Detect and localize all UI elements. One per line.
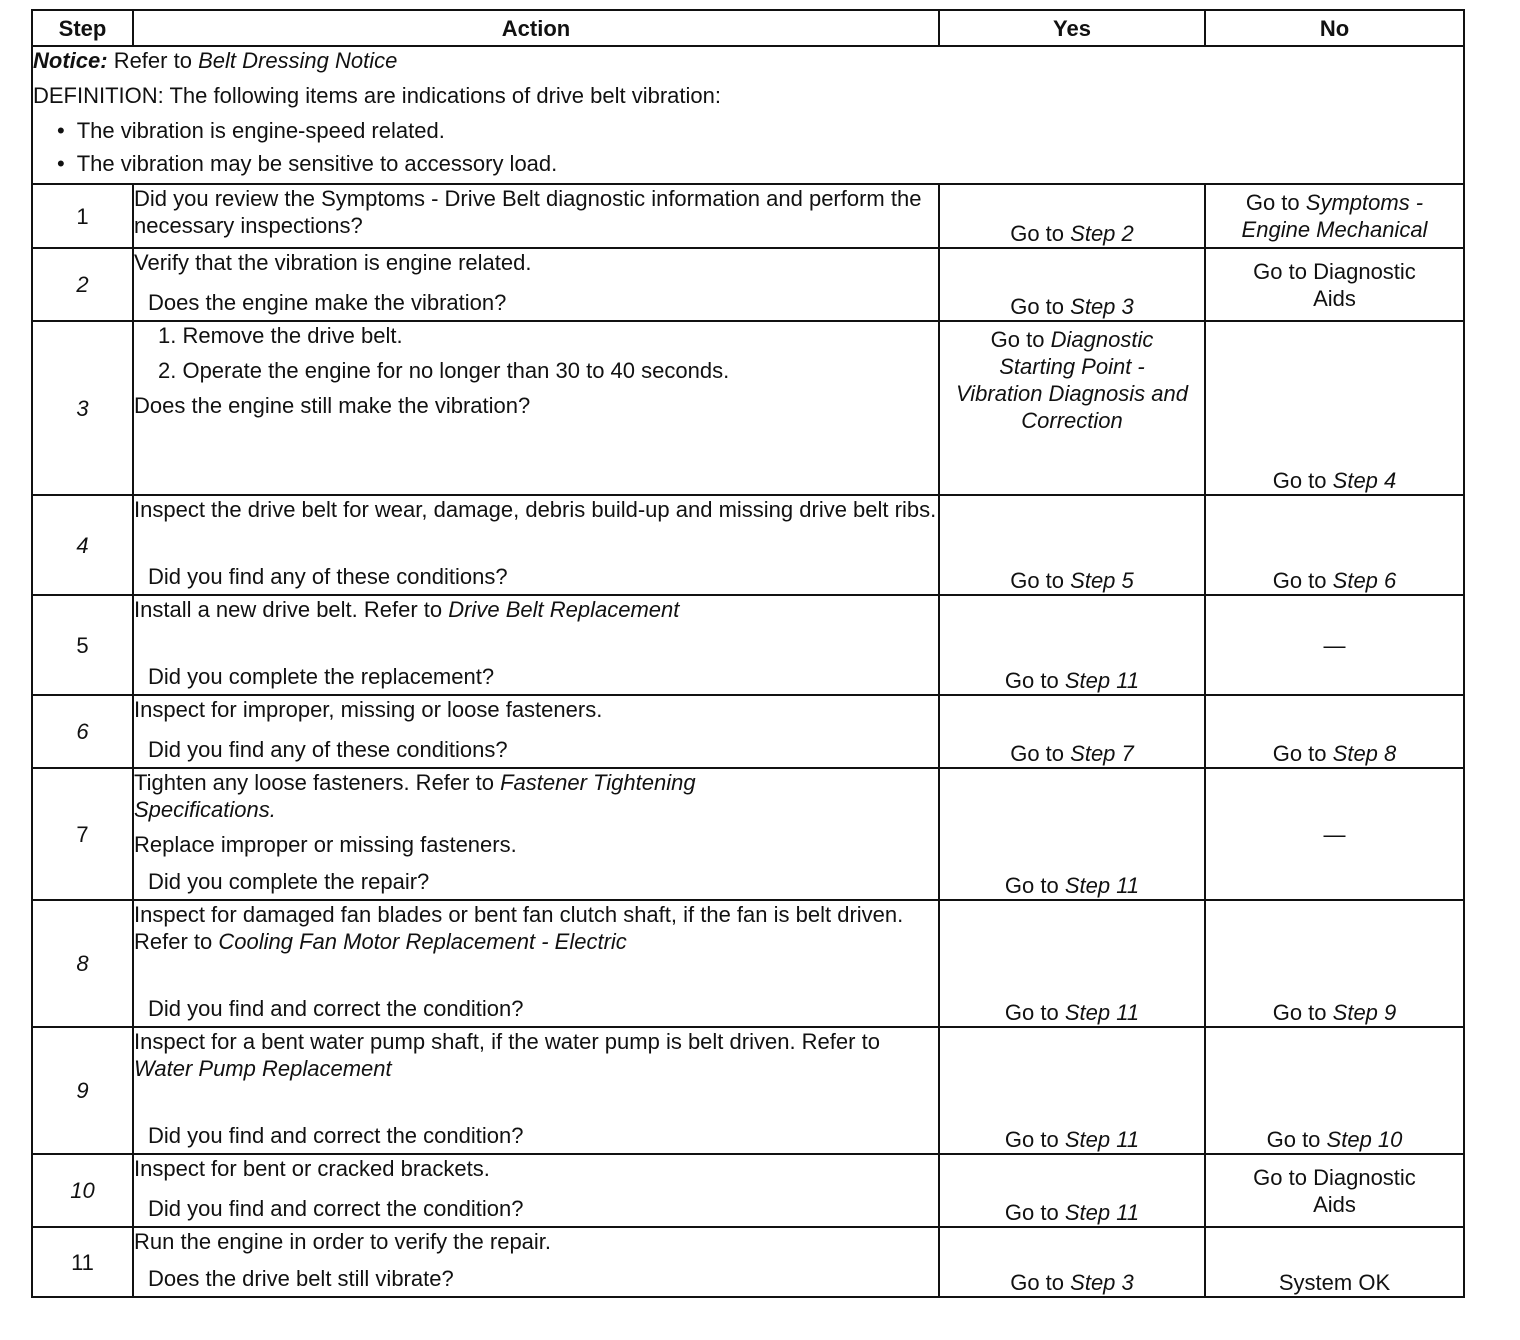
header-yes: Yes bbox=[939, 10, 1205, 46]
action-text: Did you review the Symptoms - Drive Belt diagnostic information and perform the necessary inspections? bbox=[134, 186, 922, 238]
notice-line bbox=[33, 47, 1463, 74]
yes-prefix: Go to bbox=[1010, 741, 1065, 766]
yes-prefix: Go to bbox=[1010, 294, 1065, 319]
yes-ref: Step 11 bbox=[1064, 1200, 1140, 1225]
action-text: Inspect for improper, missing or loose fasteners. bbox=[134, 697, 603, 722]
header-action: Action bbox=[133, 10, 939, 46]
no-prefix: Go to bbox=[1272, 741, 1327, 766]
action-cell bbox=[133, 900, 939, 1027]
yes-prefix: Go to bbox=[1010, 568, 1065, 593]
no-cell bbox=[1205, 248, 1464, 321]
action-ref: Cooling Fan Motor Replacement - Electric bbox=[218, 929, 627, 954]
no-text: Go to Diagnostic Aids bbox=[1253, 258, 1416, 311]
action-cell bbox=[133, 695, 939, 768]
yes-cell bbox=[939, 1227, 1205, 1297]
header-row bbox=[32, 10, 1464, 46]
no-text: — bbox=[1323, 632, 1346, 658]
table-row bbox=[32, 768, 1464, 900]
no-ref: Step 8 bbox=[1332, 741, 1397, 766]
action-text-body: Inspect for a bent water pump shaft, if the water pump is belt driven. Refer to bbox=[134, 1029, 880, 1054]
action-text-body: Inspect for damaged fan blades or bent fan clutch shaft, if the fan is belt driven. Refer to bbox=[134, 902, 904, 954]
yes-cell bbox=[939, 321, 1205, 495]
action-question: Did you find and correct the condition? bbox=[148, 1123, 524, 1148]
no-cell bbox=[1205, 321, 1464, 495]
yes-cell bbox=[939, 595, 1205, 695]
action-text-body: Tighten any loose fasteners. Refer to bbox=[134, 770, 494, 795]
yes-prefix: Go to bbox=[1004, 1127, 1059, 1152]
no-cell bbox=[1205, 184, 1464, 248]
action-ref: Fastener Tightening Specifications. bbox=[134, 770, 696, 822]
step-number: 8 bbox=[32, 900, 133, 1027]
yes-cell bbox=[939, 768, 1205, 900]
action-cell bbox=[133, 595, 939, 695]
yes-cell bbox=[939, 695, 1205, 768]
action-cell bbox=[133, 495, 939, 595]
no-cell bbox=[1205, 1227, 1464, 1297]
action-ref: Drive Belt Replacement bbox=[448, 597, 680, 622]
yes-cell bbox=[939, 495, 1205, 595]
notice-label: Notice: bbox=[33, 48, 108, 73]
yes-prefix: Go to bbox=[1010, 1270, 1065, 1295]
step-number: 11 bbox=[32, 1227, 133, 1297]
action-question: Did you find any of these conditions? bbox=[148, 737, 508, 762]
action-step: 2. Operate the engine for no longer than 30 to 40 seconds. bbox=[158, 358, 730, 383]
step-number: 4 bbox=[32, 495, 133, 595]
step-number: 9 bbox=[32, 1027, 133, 1154]
table-row bbox=[32, 695, 1464, 768]
table-row bbox=[32, 495, 1464, 595]
action-step: 1. Remove the drive belt. bbox=[158, 323, 403, 348]
table-row bbox=[32, 1227, 1464, 1297]
no-prefix: Go to bbox=[1266, 1127, 1321, 1152]
definition-list bbox=[33, 117, 1463, 177]
action-question: Did you find and correct the condition? bbox=[148, 1196, 524, 1221]
yes-cell bbox=[939, 1027, 1205, 1154]
no-prefix: Go to bbox=[1272, 1000, 1327, 1025]
action-steps bbox=[134, 322, 938, 384]
no-ref: Step 10 bbox=[1326, 1127, 1403, 1152]
definition-text: DEFINITION: The following items are indications of drive belt vibration: bbox=[33, 83, 721, 108]
table-row bbox=[32, 184, 1464, 248]
yes-prefix: Go to bbox=[990, 327, 1045, 352]
action-text bbox=[134, 901, 938, 955]
no-text: Go to Diagnostic Aids bbox=[1253, 1164, 1416, 1217]
yes-cell bbox=[939, 248, 1205, 321]
no-cell bbox=[1205, 595, 1464, 695]
no-cell bbox=[1205, 1027, 1464, 1154]
action-ref: Water Pump Replacement bbox=[134, 1056, 392, 1081]
step-number: 7 bbox=[32, 768, 133, 900]
yes-cell bbox=[939, 900, 1205, 1027]
no-ref: Step 9 bbox=[1332, 1000, 1397, 1025]
table-row bbox=[32, 248, 1464, 321]
no-cell bbox=[1205, 900, 1464, 1027]
yes-ref: Step 11 bbox=[1064, 873, 1140, 898]
header-no: No bbox=[1205, 10, 1464, 46]
action-text bbox=[134, 596, 938, 623]
no-ref: Step 6 bbox=[1332, 568, 1397, 593]
action-question: Did you complete the replacement? bbox=[148, 664, 495, 689]
action-text: Inspect the drive belt for wear, damage, debris build-up and missing drive belt ribs. bbox=[134, 497, 937, 522]
action-cell bbox=[133, 768, 939, 900]
notice-text: Refer to bbox=[113, 48, 192, 73]
yes-ref: Step 2 bbox=[1070, 221, 1134, 246]
action-cell bbox=[133, 1027, 939, 1154]
no-ref: Step 4 bbox=[1332, 468, 1397, 493]
action-cell bbox=[133, 248, 939, 321]
yes-ref: Step 7 bbox=[1070, 741, 1134, 766]
yes-cell bbox=[939, 1154, 1205, 1227]
definition-bullet: • The vibration may be sensitive to accessory load. bbox=[57, 150, 1463, 177]
action-text: Run the engine in order to verify the repair. bbox=[134, 1229, 552, 1254]
no-text: System OK bbox=[1278, 1270, 1391, 1295]
no-cell bbox=[1205, 768, 1464, 900]
yes-prefix: Go to bbox=[1004, 873, 1059, 898]
action-question: Did you find and correct the condition? bbox=[148, 996, 524, 1021]
notice-row bbox=[32, 46, 1464, 184]
notice-cell bbox=[32, 46, 1464, 184]
table-row bbox=[32, 900, 1464, 1027]
action-question: Did you find any of these conditions? bbox=[148, 564, 508, 589]
step-number: 10 bbox=[32, 1154, 133, 1227]
table-row bbox=[32, 1154, 1464, 1227]
header-step: Step bbox=[32, 10, 133, 46]
action-question: Did you complete the repair? bbox=[148, 869, 430, 894]
action-question: Does the drive belt still vibrate? bbox=[148, 1266, 454, 1291]
action-cell bbox=[133, 321, 939, 495]
action-cell bbox=[133, 1227, 939, 1297]
no-cell bbox=[1205, 695, 1464, 768]
action-text bbox=[134, 1028, 938, 1082]
yes-ref: Step 3 bbox=[1070, 1270, 1134, 1295]
yes-cell bbox=[939, 184, 1205, 248]
diagnostic-table bbox=[31, 9, 1465, 1298]
yes-prefix: Go to bbox=[1004, 1000, 1059, 1025]
yes-prefix: Go to bbox=[1004, 1200, 1059, 1225]
action-text: Verify that the vibration is engine related. bbox=[134, 250, 532, 275]
yes-ref: Step 3 bbox=[1070, 294, 1134, 319]
no-prefix: Go to bbox=[1272, 568, 1327, 593]
step-number: 6 bbox=[32, 695, 133, 768]
yes-ref: Step 11 bbox=[1064, 668, 1140, 693]
yes-ref: Step 11 bbox=[1064, 1000, 1140, 1025]
action-text-2: Replace improper or missing fasteners. bbox=[134, 832, 517, 857]
no-prefix: Go to bbox=[1272, 468, 1327, 493]
action-cell bbox=[133, 1154, 939, 1227]
notice-link: Belt Dressing Notice bbox=[198, 48, 398, 73]
table-row bbox=[32, 1027, 1464, 1154]
no-prefix: Go to bbox=[1245, 190, 1300, 215]
step-number: 3 bbox=[32, 321, 133, 495]
yes-ref: Step 5 bbox=[1070, 568, 1134, 593]
step-number: 2 bbox=[32, 248, 133, 321]
action-text bbox=[134, 769, 938, 823]
yes-ref: Step 11 bbox=[1064, 1127, 1140, 1152]
table-row bbox=[32, 595, 1464, 695]
action-question: Does the engine still make the vibration? bbox=[134, 393, 531, 418]
yes-prefix: Go to bbox=[1004, 668, 1059, 693]
no-cell bbox=[1205, 1154, 1464, 1227]
yes-prefix: Go to bbox=[1010, 221, 1065, 246]
step-number: 5 bbox=[32, 595, 133, 695]
no-ref: Symptoms - Engine Mechanical bbox=[1241, 190, 1428, 242]
action-text-body: Install a new drive belt. Refer to bbox=[134, 597, 443, 622]
definition-bullet: • The vibration is engine-speed related. bbox=[57, 117, 1463, 144]
yes-ref: Diagnostic Starting Point - Vibration Diagnosis and Correction bbox=[956, 327, 1188, 433]
no-text: — bbox=[1323, 821, 1346, 847]
action-text: Inspect for bent or cracked brackets. bbox=[134, 1156, 490, 1181]
action-question: Does the engine make the vibration? bbox=[148, 290, 507, 315]
no-cell bbox=[1205, 495, 1464, 595]
action-cell bbox=[133, 184, 939, 248]
step-number: 1 bbox=[32, 184, 133, 248]
table-row bbox=[32, 321, 1464, 495]
